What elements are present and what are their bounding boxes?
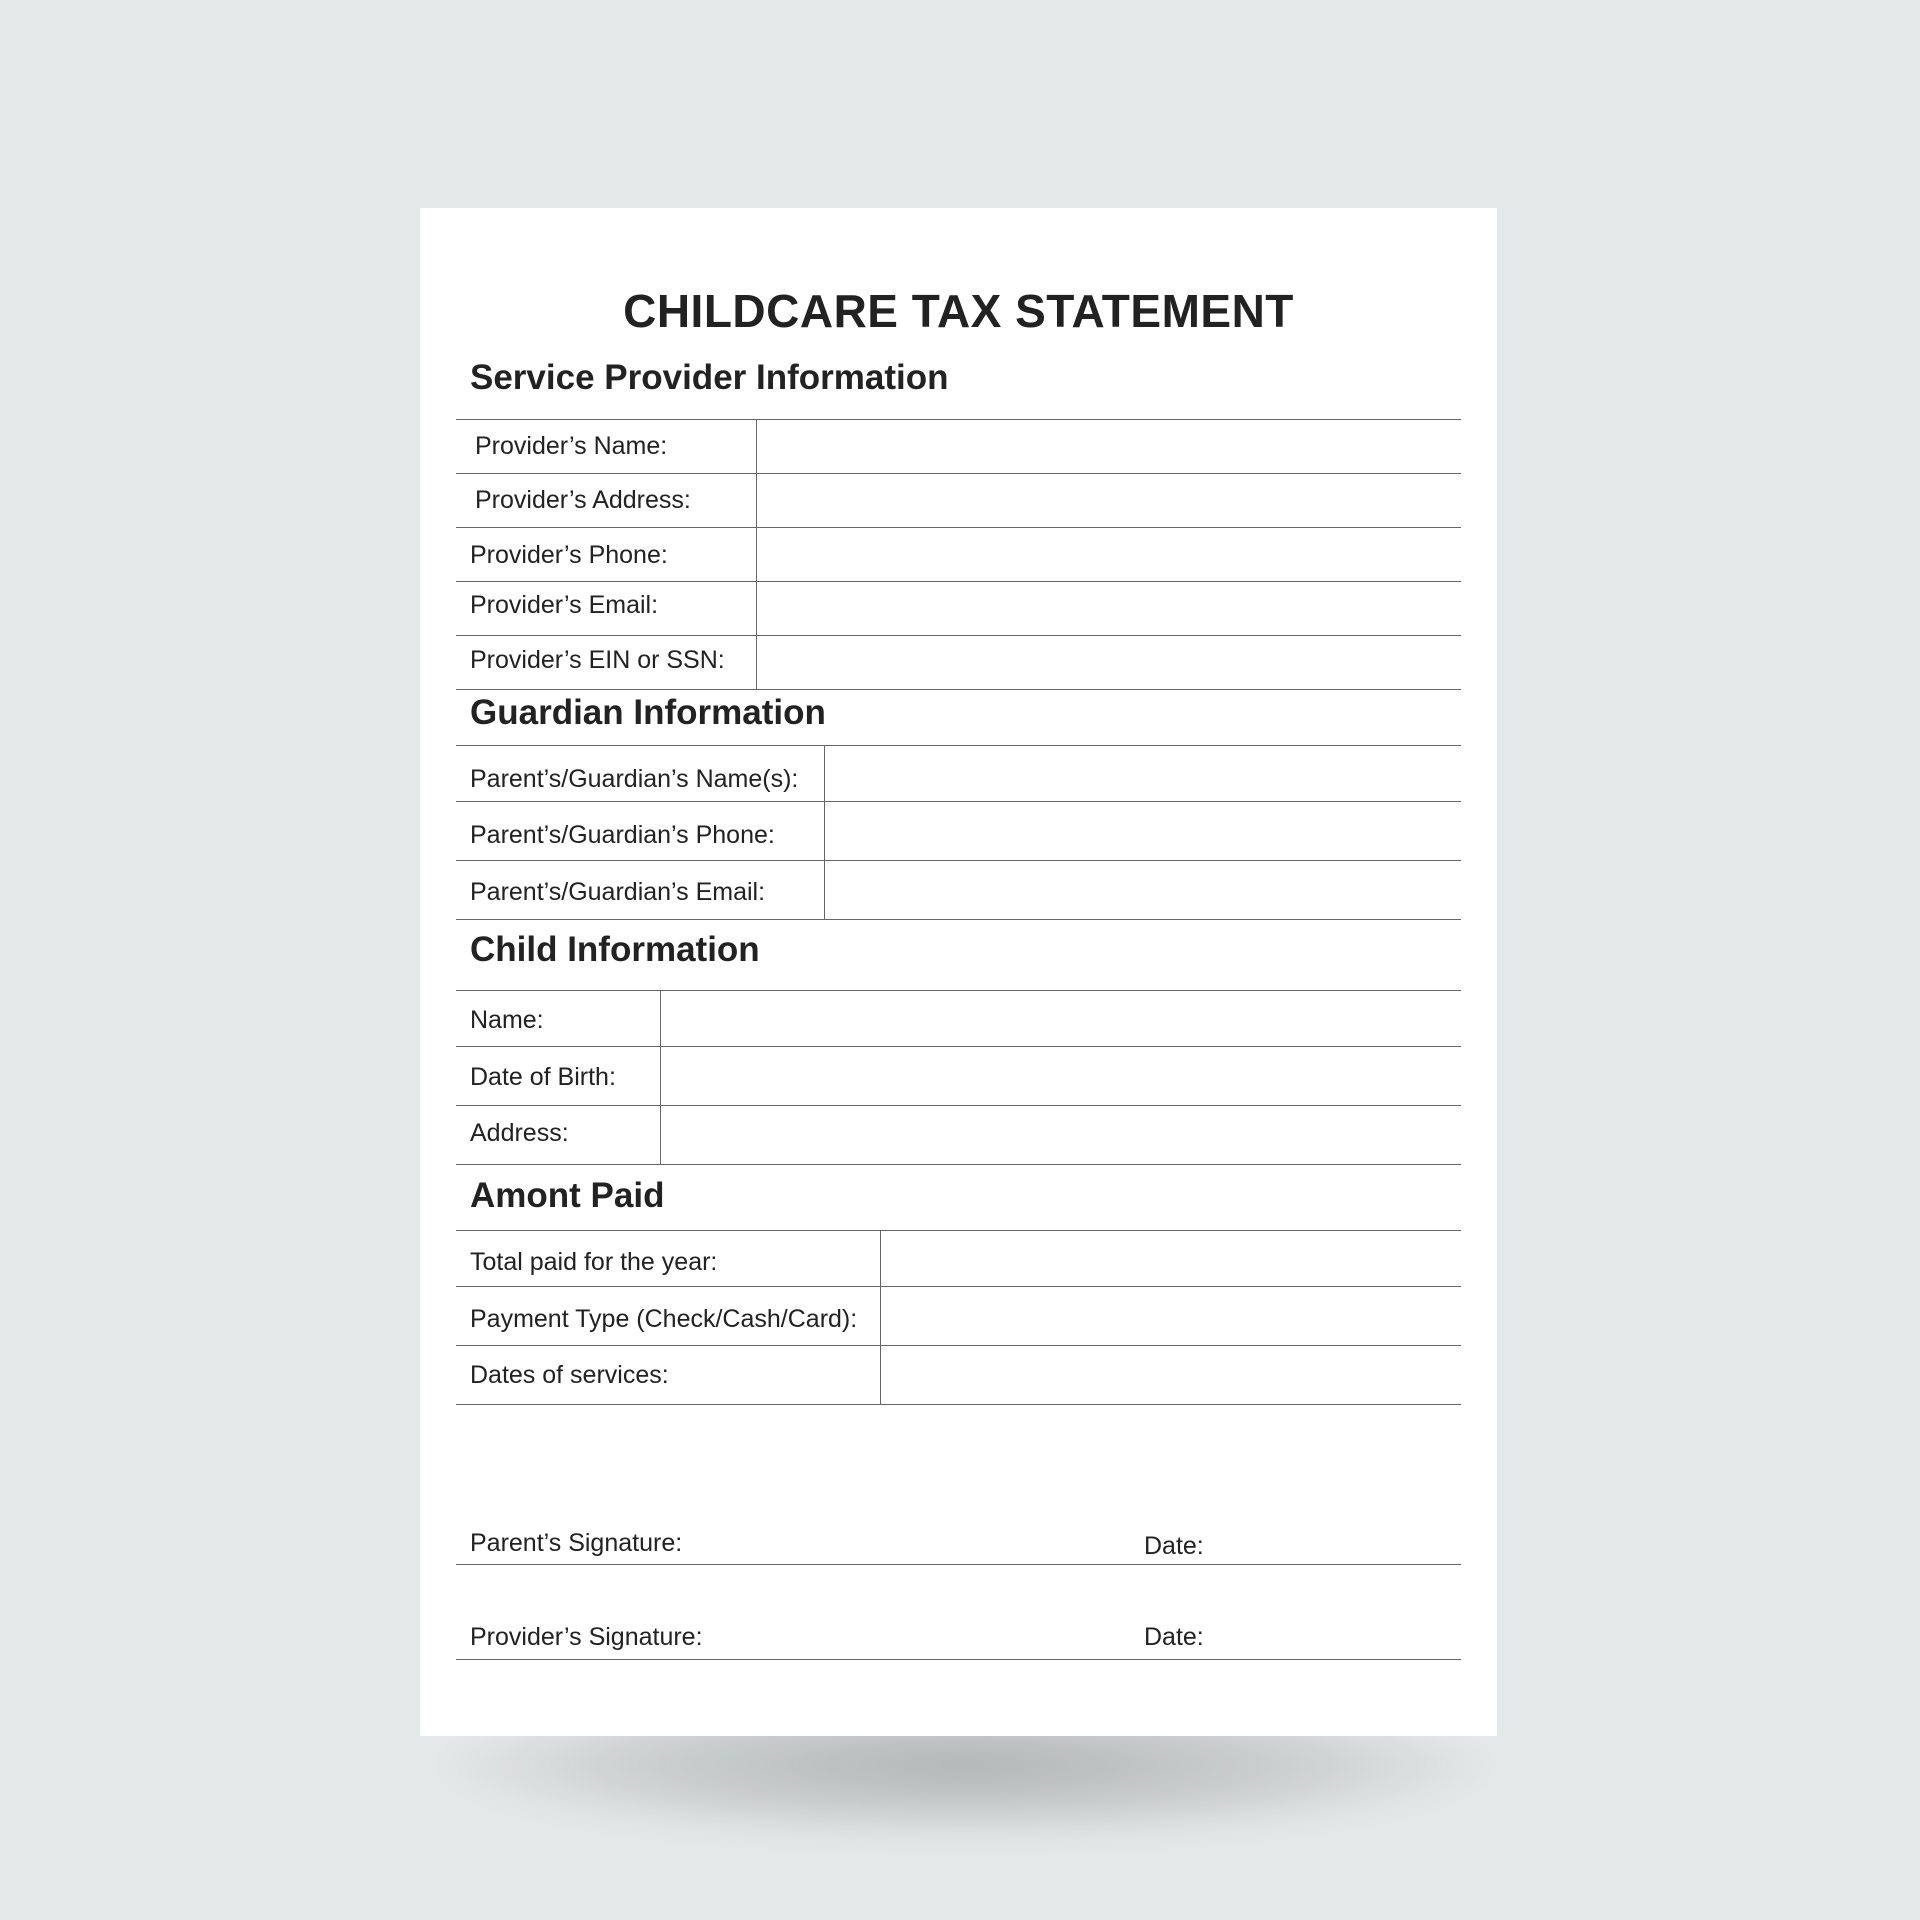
service-dates-label: Dates of services: (470, 1361, 669, 1389)
provider-address-field[interactable] (758, 474, 1461, 527)
child-name-field[interactable] (662, 991, 1461, 1046)
provider-ein-ssn-label: Provider’s EIN or SSN: (470, 646, 725, 674)
column-divider (756, 419, 757, 689)
guardian-names-label: Parent’s/Guardian’s Name(s): (470, 765, 799, 793)
provider-signature-label: Provider’s Signature: (470, 1623, 703, 1651)
total-paid-field[interactable] (882, 1231, 1461, 1286)
provider-email-field[interactable] (758, 582, 1461, 635)
section-heading-child: Child Information (470, 930, 760, 969)
service-dates-field[interactable] (882, 1346, 1461, 1404)
divider (456, 1164, 1461, 1165)
child-address-field[interactable] (662, 1106, 1461, 1164)
column-divider (660, 990, 661, 1164)
payment-type-field[interactable] (882, 1287, 1461, 1345)
parent-signature-field[interactable] (710, 1513, 1090, 1559)
provider-address-label: Provider’s Address: (475, 486, 691, 514)
provider-phone-label: Provider’s Phone: (470, 541, 668, 569)
guardian-phone-field[interactable] (826, 802, 1461, 860)
child-dob-field[interactable] (662, 1047, 1461, 1105)
child-name-label: Name: (470, 1006, 544, 1034)
signature-line (456, 1659, 1461, 1660)
provider-email-label: Provider’s Email: (470, 591, 659, 619)
form-sheet (420, 208, 1497, 1736)
divider (456, 689, 1461, 690)
divider (456, 1404, 1461, 1405)
provider-date-field[interactable] (1210, 1608, 1460, 1654)
guardian-email-label: Parent’s/Guardian’s Email: (470, 878, 766, 906)
provider-name-field[interactable] (758, 420, 1461, 473)
column-divider (880, 1230, 881, 1404)
provider-signature-field[interactable] (730, 1608, 1090, 1654)
provider-ein-ssn-field[interactable] (758, 636, 1461, 689)
divider (456, 919, 1461, 920)
guardian-email-field[interactable] (826, 861, 1461, 919)
provider-phone-field[interactable] (758, 528, 1461, 581)
child-dob-label: Date of Birth: (470, 1063, 616, 1091)
section-heading-amount-paid: Amont Paid (470, 1176, 665, 1215)
section-heading-guardian: Guardian Information (470, 693, 826, 732)
total-paid-label: Total paid for the year: (470, 1248, 718, 1276)
signature-line (456, 1564, 1461, 1565)
section-heading-provider: Service Provider Information (470, 358, 949, 397)
parent-date-label: Date: (1144, 1532, 1204, 1560)
column-divider (824, 745, 825, 919)
payment-type-label: Payment Type (Check/Cash/Card): (470, 1305, 858, 1333)
provider-date-label: Date: (1144, 1623, 1204, 1651)
guardian-names-field[interactable] (826, 746, 1461, 801)
guardian-phone-label: Parent’s/Guardian’s Phone: (470, 821, 775, 849)
parent-signature-label: Parent’s Signature: (470, 1529, 683, 1557)
parent-date-field[interactable] (1210, 1513, 1460, 1559)
provider-name-label: Provider’s Name: (475, 432, 668, 460)
document-title: CHILDCARE TAX STATEMENT (623, 285, 1294, 337)
child-address-label: Address: (470, 1119, 569, 1147)
